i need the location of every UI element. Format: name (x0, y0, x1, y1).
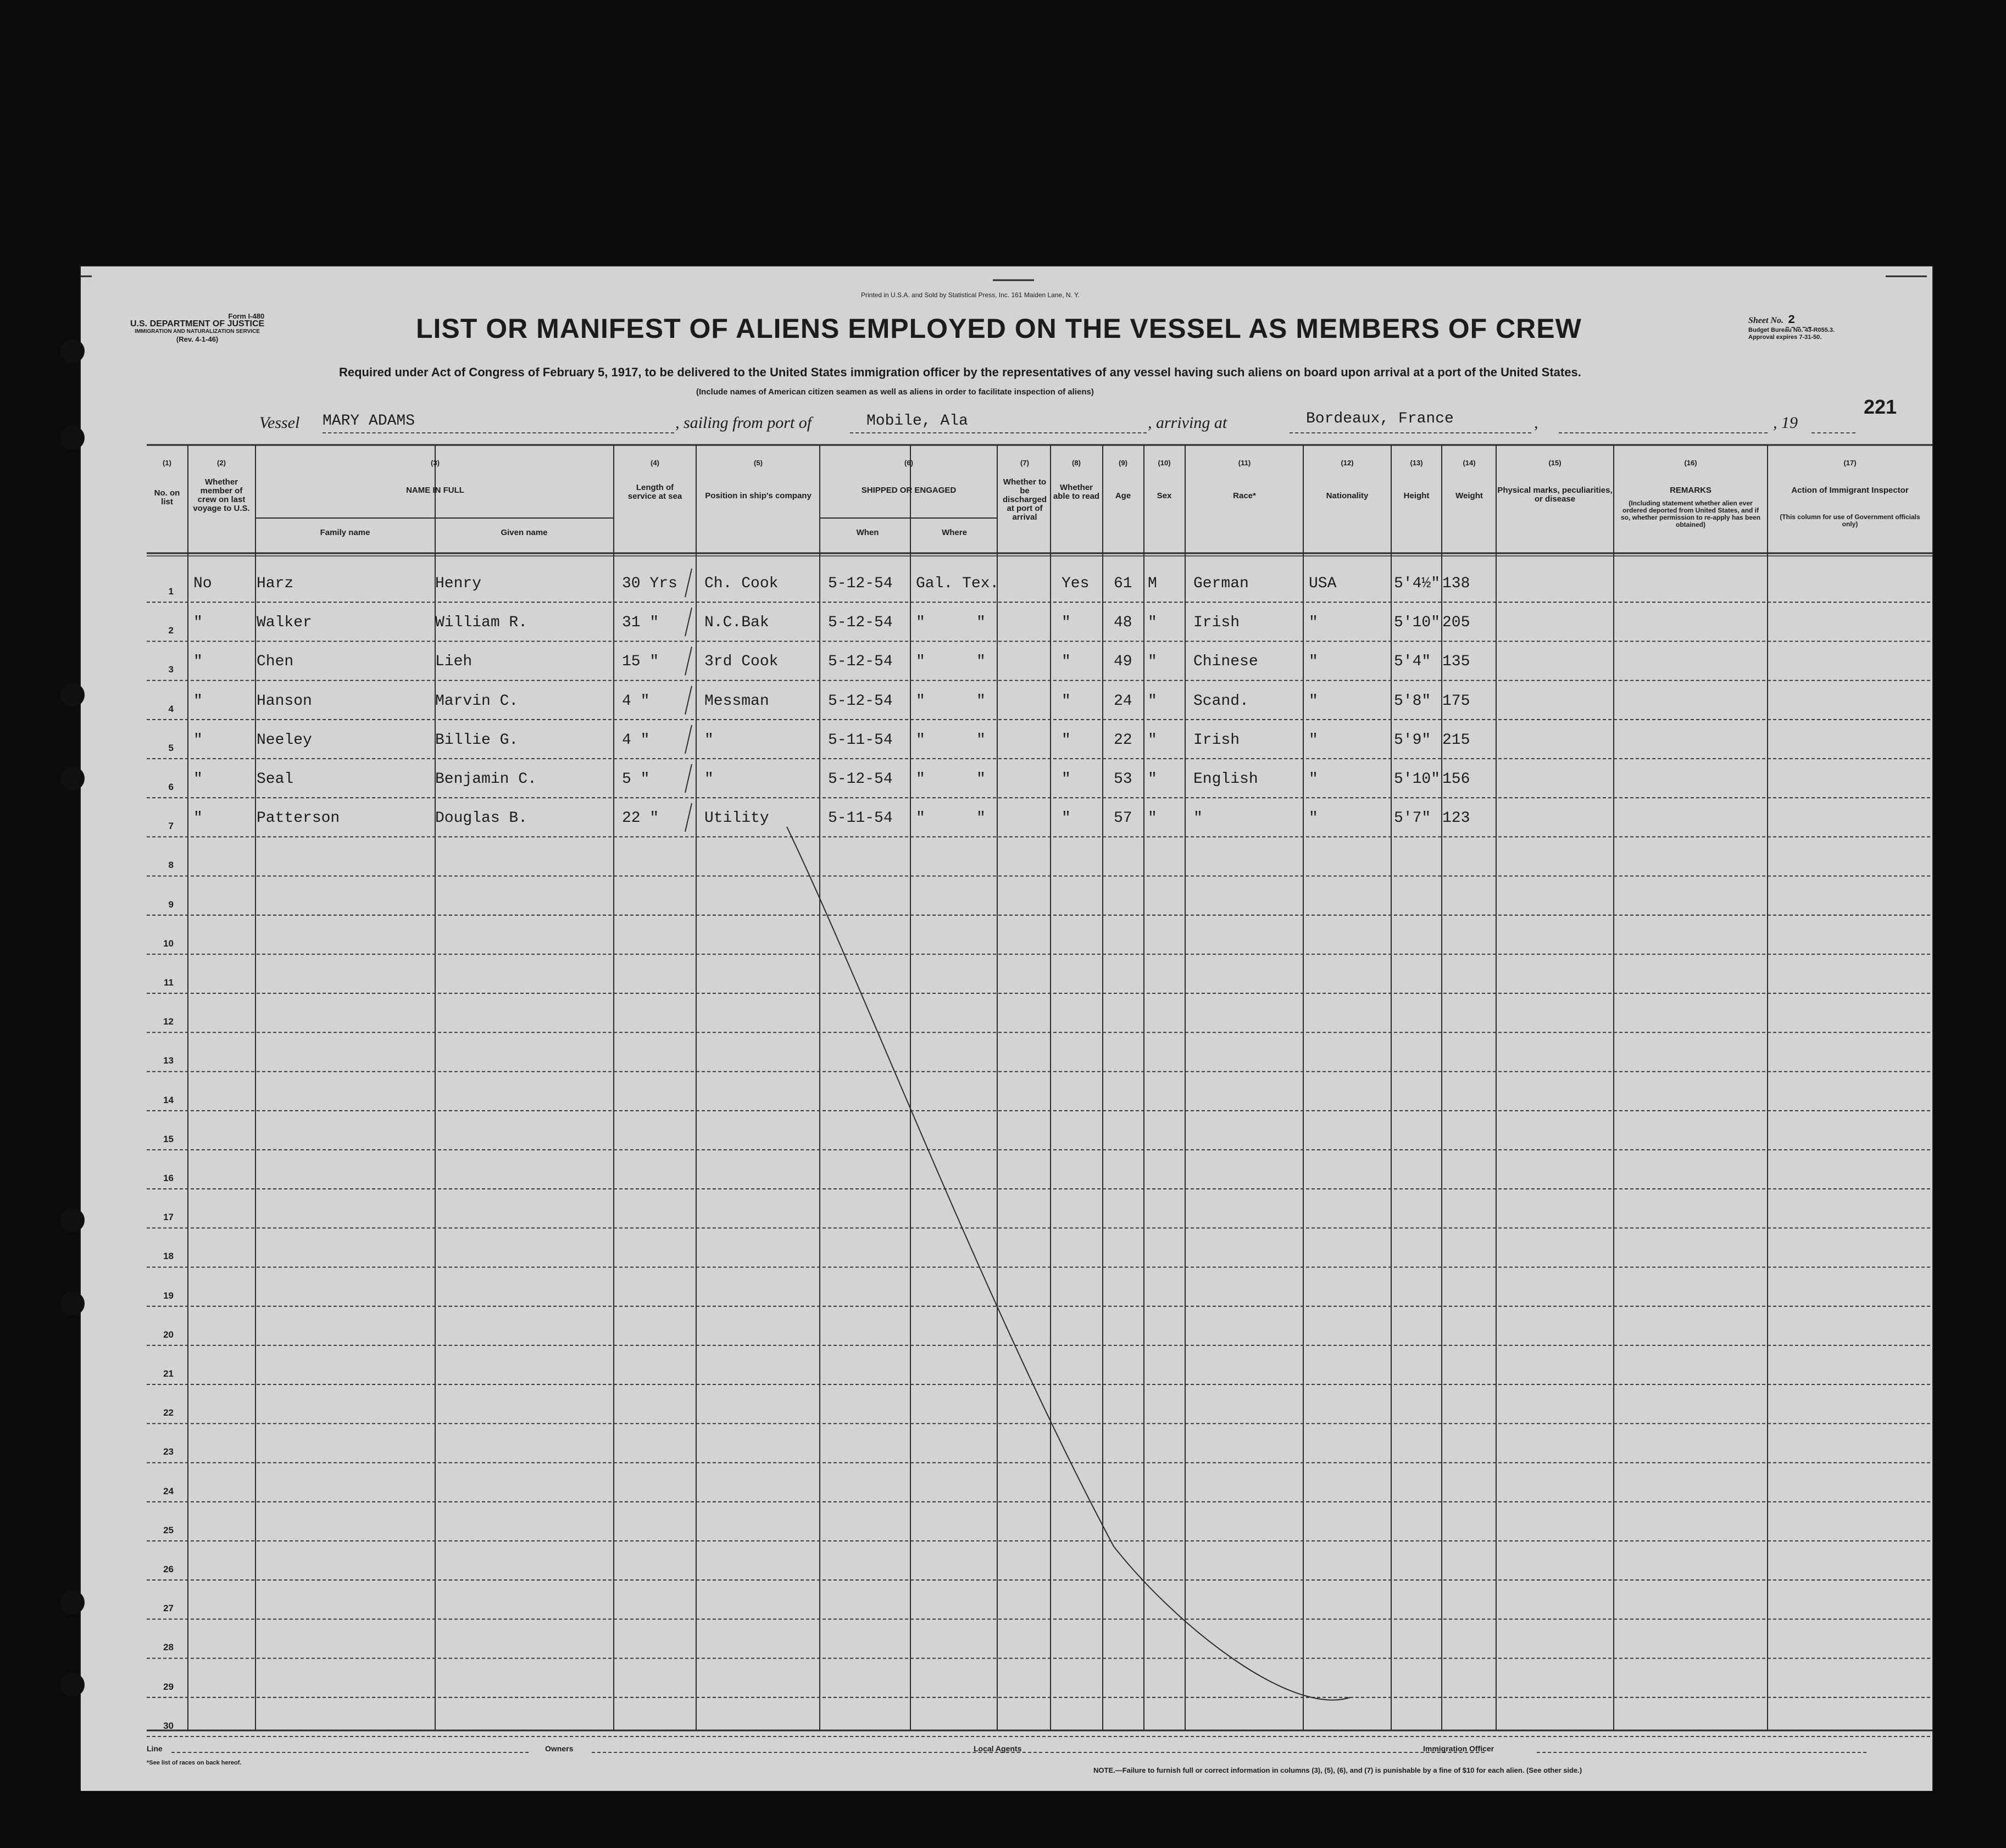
cell-member: " (193, 614, 203, 632)
cell-age: 57 (1114, 810, 1132, 827)
cell-position: Utility (704, 810, 769, 827)
line-label: Line (147, 1744, 163, 1753)
cell-sex: " (1148, 771, 1157, 788)
row-number: 10 (163, 938, 174, 949)
cell-weight: 123 (1442, 810, 1470, 827)
cell-when: 5-12-54 (828, 614, 893, 632)
cell-given: Marvin C. (435, 692, 519, 710)
cell-read: " (1062, 653, 1071, 671)
cell-given: Douglas B. (435, 810, 528, 827)
statutory-requirement: Required under Act of Congress of February 5, 1917, to be delivered to the United States immigration officer by the representatives of any vessel having such aliens on board upon arrival at a port of the United States. (339, 365, 1581, 379)
row-number: 2 (168, 625, 174, 636)
subheader-when: When (856, 528, 879, 537)
arrival-port: Bordeaux, France (1306, 410, 1454, 427)
cell-when: 5-12-54 (828, 575, 893, 592)
cell-position: Ch. Cook (704, 575, 779, 592)
printer-credit: Printed in U.S.A. and Sold by Statistical Press, Inc. 161 Maiden Lane, N. Y. (861, 291, 1080, 299)
row-number: 18 (163, 1251, 174, 1262)
cell-sex: M (1148, 575, 1157, 592)
cell-height: 5'4½" (1394, 575, 1441, 592)
cell-read: " (1062, 771, 1071, 788)
column-number: (1) (163, 459, 171, 467)
cell-read: " (1062, 731, 1071, 749)
inclusion-note: (Include names of American citizen seamen as well as aliens in order to facilitate inspection of aliens) (696, 387, 1094, 397)
cell-height: 5'7" (1394, 810, 1431, 827)
cell-service: 22 " (622, 810, 659, 827)
immigration-officer-label: Immigration Officer (1423, 1744, 1494, 1753)
cell-read: " (1062, 810, 1071, 827)
column-header: Physical marks, peculiarities, or disease (1497, 486, 1613, 504)
cell-where: " (916, 614, 925, 632)
row-number: 23 (163, 1446, 174, 1457)
cell-height: 5'4" (1394, 653, 1431, 671)
check-mark (685, 647, 692, 675)
row-number: 1 (168, 586, 174, 597)
column-header: Height (1403, 491, 1430, 500)
check-mark (685, 686, 692, 715)
cell-read: Yes (1062, 575, 1090, 592)
column-header: REMARKS (1670, 486, 1712, 495)
cell-position: " (704, 731, 714, 749)
penalty-note: NOTE.—Failure to furnish full or correct information in columns (3), (5), (6), and (7) is punishable by a fine of $10 for each alien. (See other side.) (1093, 1766, 1582, 1774)
vessel-name: MARY ADAMS (323, 413, 415, 430)
cell-position: N.C.Bak (704, 614, 769, 632)
column-number: (10) (1158, 459, 1171, 467)
cell-member: " (193, 653, 203, 671)
column-header: Race* (1233, 491, 1256, 500)
cell-height: 5'8" (1394, 692, 1431, 710)
column-number: (9) (1119, 459, 1127, 467)
column-number: (15) (1548, 459, 1562, 467)
column-header: NAME IN FULL (406, 486, 464, 495)
cell-where: " (916, 692, 925, 710)
cell-race: " (1193, 810, 1203, 827)
column-header: Whether member of crew on last voyage to U.S. (193, 477, 250, 513)
cell-weight: 135 (1442, 653, 1470, 671)
cell-member: " (193, 810, 203, 827)
row-number: 8 (168, 860, 174, 871)
row-number: 3 (168, 664, 174, 675)
cell-service: 4 " (622, 692, 650, 710)
cell-where2: " (976, 614, 986, 632)
cell-family: Harz (257, 575, 294, 592)
races-footnote: *See list of races on back hereof. (147, 1760, 242, 1766)
column-number: (8) (1072, 459, 1081, 467)
cell-where2: " (976, 810, 986, 827)
cell-age: 22 (1114, 731, 1132, 749)
budget-expiry: Approval expires 7-31-50. (1748, 334, 1822, 341)
form-number: Form I-480 (228, 312, 265, 320)
cell-race: Irish (1193, 731, 1240, 749)
row-number: 29 (163, 1681, 174, 1692)
row-number: 16 (163, 1173, 174, 1183)
cell-nationality: " (1309, 731, 1318, 749)
cell-given: Billie G. (435, 731, 519, 749)
column-header: Sex (1157, 491, 1172, 500)
vessel-label: Vessel (259, 414, 300, 432)
cell-family: Patterson (257, 810, 340, 827)
cell-weight: 175 (1442, 692, 1470, 710)
cell-age: 49 (1114, 653, 1132, 671)
column-number: (12) (1341, 459, 1354, 467)
column-header: Weight (1455, 491, 1483, 500)
arriving-label: , arriving at (1148, 414, 1227, 432)
sheet-value: 2 (1786, 313, 1811, 328)
cell-where2: " (976, 692, 986, 710)
remarks-note: (Including statement whether alien ever ordered deported from United States, and if so, whether permission to re-apply has been obtained) (1620, 499, 1761, 528)
row-number: 20 (163, 1329, 174, 1340)
column-number: (11) (1238, 459, 1251, 467)
cell-when: 5-11-54 (828, 731, 893, 749)
column-number: (6) (904, 459, 913, 467)
row-number: 19 (163, 1290, 174, 1301)
column-header: Age (1115, 491, 1131, 500)
row-number: 17 (163, 1212, 174, 1223)
check-mark (685, 569, 692, 597)
cell-where: " (916, 771, 925, 788)
inspector-note: (This column for use of Government officials only) (1780, 513, 1920, 528)
cell-nationality: " (1309, 653, 1318, 671)
column-number: (5) (754, 459, 763, 467)
subheader-where: Where (942, 528, 967, 537)
department: U.S. DEPARTMENT OF JUSTICE (130, 319, 265, 329)
cell-service: 5 " (622, 771, 650, 788)
cell-member: " (193, 731, 203, 749)
row-number: 28 (163, 1642, 174, 1653)
cell-when: 5-12-54 (828, 653, 893, 671)
check-mark (685, 608, 692, 636)
cell-where: " (916, 653, 925, 671)
cell-read: " (1062, 692, 1071, 710)
cell-member: No (193, 575, 212, 592)
check-mark (685, 725, 692, 754)
column-header: Nationality (1326, 491, 1369, 500)
cell-family: Seal (257, 771, 294, 788)
cell-where: " (916, 810, 925, 827)
cell-member: " (193, 771, 203, 788)
column-number: (3) (431, 459, 440, 467)
row-number: 24 (163, 1485, 174, 1496)
cell-age: 48 (1114, 614, 1132, 632)
cell-position: " (704, 771, 714, 788)
cell-member: " (193, 692, 203, 710)
column-number: (17) (1843, 459, 1857, 467)
column-number: (4) (651, 459, 659, 467)
cell-nationality: USA (1309, 575, 1337, 592)
local-agents-label: Local Agents (974, 1744, 1022, 1753)
sailing-label: , sailing from port of (675, 414, 812, 432)
cell-sex: " (1148, 692, 1157, 710)
subheader-given: Given name (501, 528, 548, 537)
cell-family: Walker (257, 614, 312, 632)
subheader-family: Family name (320, 528, 370, 537)
cell-race: Chinese (1193, 653, 1258, 671)
cell-when: 5-12-54 (828, 692, 893, 710)
cell-nationality: " (1309, 614, 1318, 632)
row-number: 15 (163, 1133, 174, 1144)
cell-where2: " (976, 771, 986, 788)
check-mark (685, 764, 692, 793)
comma-separator: , (1534, 414, 1538, 432)
cell-service: 31 " (622, 614, 659, 632)
cell-nationality: " (1309, 771, 1318, 788)
year-label: , 19 (1773, 414, 1798, 432)
form-title: LIST OR MANIFEST OF ALIENS EMPLOYED ON THE VESSEL AS MEMBERS OF CREW (416, 313, 1582, 344)
sheet-label: Sheet No. (1748, 316, 1783, 325)
row-number: 11 (164, 977, 174, 988)
row-number: 27 (163, 1603, 174, 1614)
column-number: (2) (217, 459, 226, 467)
cell-family: Neeley (257, 731, 312, 749)
cell-family: Hanson (257, 692, 312, 710)
cell-position: Messman (704, 692, 769, 710)
cell-age: 24 (1114, 692, 1132, 710)
cell-service: 4 " (622, 731, 650, 749)
row-number: 7 (168, 821, 174, 832)
revision: (Rev. 4-1-46) (176, 335, 219, 343)
departure-port: Mobile, Ala (866, 413, 968, 430)
row-number: 12 (163, 1016, 174, 1027)
cell-where2: " (976, 653, 986, 671)
column-header: SHIPPED OR ENGAGED (861, 486, 957, 495)
column-number: (14) (1463, 459, 1476, 467)
row-number: 21 (163, 1368, 174, 1379)
cell-race: German (1193, 575, 1249, 592)
row-number: 26 (163, 1564, 174, 1574)
cell-given: William R. (435, 614, 528, 632)
check-mark (685, 803, 692, 832)
cell-given: Henry (435, 575, 482, 592)
column-header: Whether able to read (1053, 483, 1100, 501)
cell-where: " (916, 731, 925, 749)
column-number: (7) (1020, 459, 1029, 467)
cell-when: 5-11-54 (828, 810, 893, 827)
cell-race: Scand. (1193, 692, 1249, 710)
row-number: 9 (168, 899, 174, 910)
cell-weight: 205 (1442, 614, 1470, 632)
row-number: 14 (163, 1094, 174, 1105)
row-number: 4 (168, 703, 174, 714)
row-number: 6 (168, 782, 174, 792)
cell-height: 5'10" (1394, 771, 1441, 788)
cell-position: 3rd Cook (704, 653, 779, 671)
cell-race: English (1193, 771, 1258, 788)
cell-nationality: " (1309, 692, 1318, 710)
column-header: Whether to be discharged at port of arrival (1002, 477, 1047, 522)
row-number: 22 (163, 1407, 174, 1418)
cell-when: 5-12-54 (828, 771, 893, 788)
manifest-sheet (81, 266, 1932, 1791)
cell-weight: 156 (1442, 771, 1470, 788)
cell-height: 5'9" (1394, 731, 1431, 749)
column-header: Position in ship's company (705, 491, 812, 500)
cell-race: Irish (1193, 614, 1240, 632)
row-number: 5 (168, 742, 174, 753)
cell-family: Chen (257, 653, 294, 671)
cell-where: Gal. Tex. (916, 575, 999, 592)
cell-service: 15 " (622, 653, 659, 671)
column-header: Length of service at sea (627, 483, 682, 501)
owners-label: Owners (545, 1744, 574, 1753)
row-number: 13 (163, 1055, 174, 1066)
cell-given: Benjamin C. (435, 771, 537, 788)
row-number: 30 (163, 1720, 174, 1731)
cell-sex: " (1148, 810, 1157, 827)
cell-where2: " (976, 731, 986, 749)
cell-nationality: " (1309, 810, 1318, 827)
page-number: 221 (1864, 396, 1897, 418)
cell-sex: " (1148, 731, 1157, 749)
column-header: No. on list (154, 488, 180, 506)
cell-read: " (1062, 614, 1071, 632)
cell-service: 30 Yrs (622, 575, 677, 592)
cell-weight: 215 (1442, 731, 1470, 749)
cell-age: 53 (1114, 771, 1132, 788)
cell-sex: " (1148, 614, 1157, 632)
cell-height: 5'10" (1394, 614, 1441, 632)
diagonal-cancel-line (787, 827, 1350, 1700)
cell-sex: " (1148, 653, 1157, 671)
column-header: Action of Immigrant Inspector (1791, 486, 1909, 495)
cell-given: Lieh (435, 653, 473, 671)
column-number: (13) (1410, 459, 1423, 467)
cell-age: 61 (1114, 575, 1132, 592)
budget-number: Budget Bureau No. 43-R055.3. (1748, 327, 1835, 333)
row-number: 25 (163, 1524, 174, 1535)
cell-weight: 138 (1442, 575, 1470, 592)
service-name: IMMIGRATION AND NATURALIZATION SERVICE (135, 329, 260, 335)
column-number: (16) (1684, 459, 1697, 467)
